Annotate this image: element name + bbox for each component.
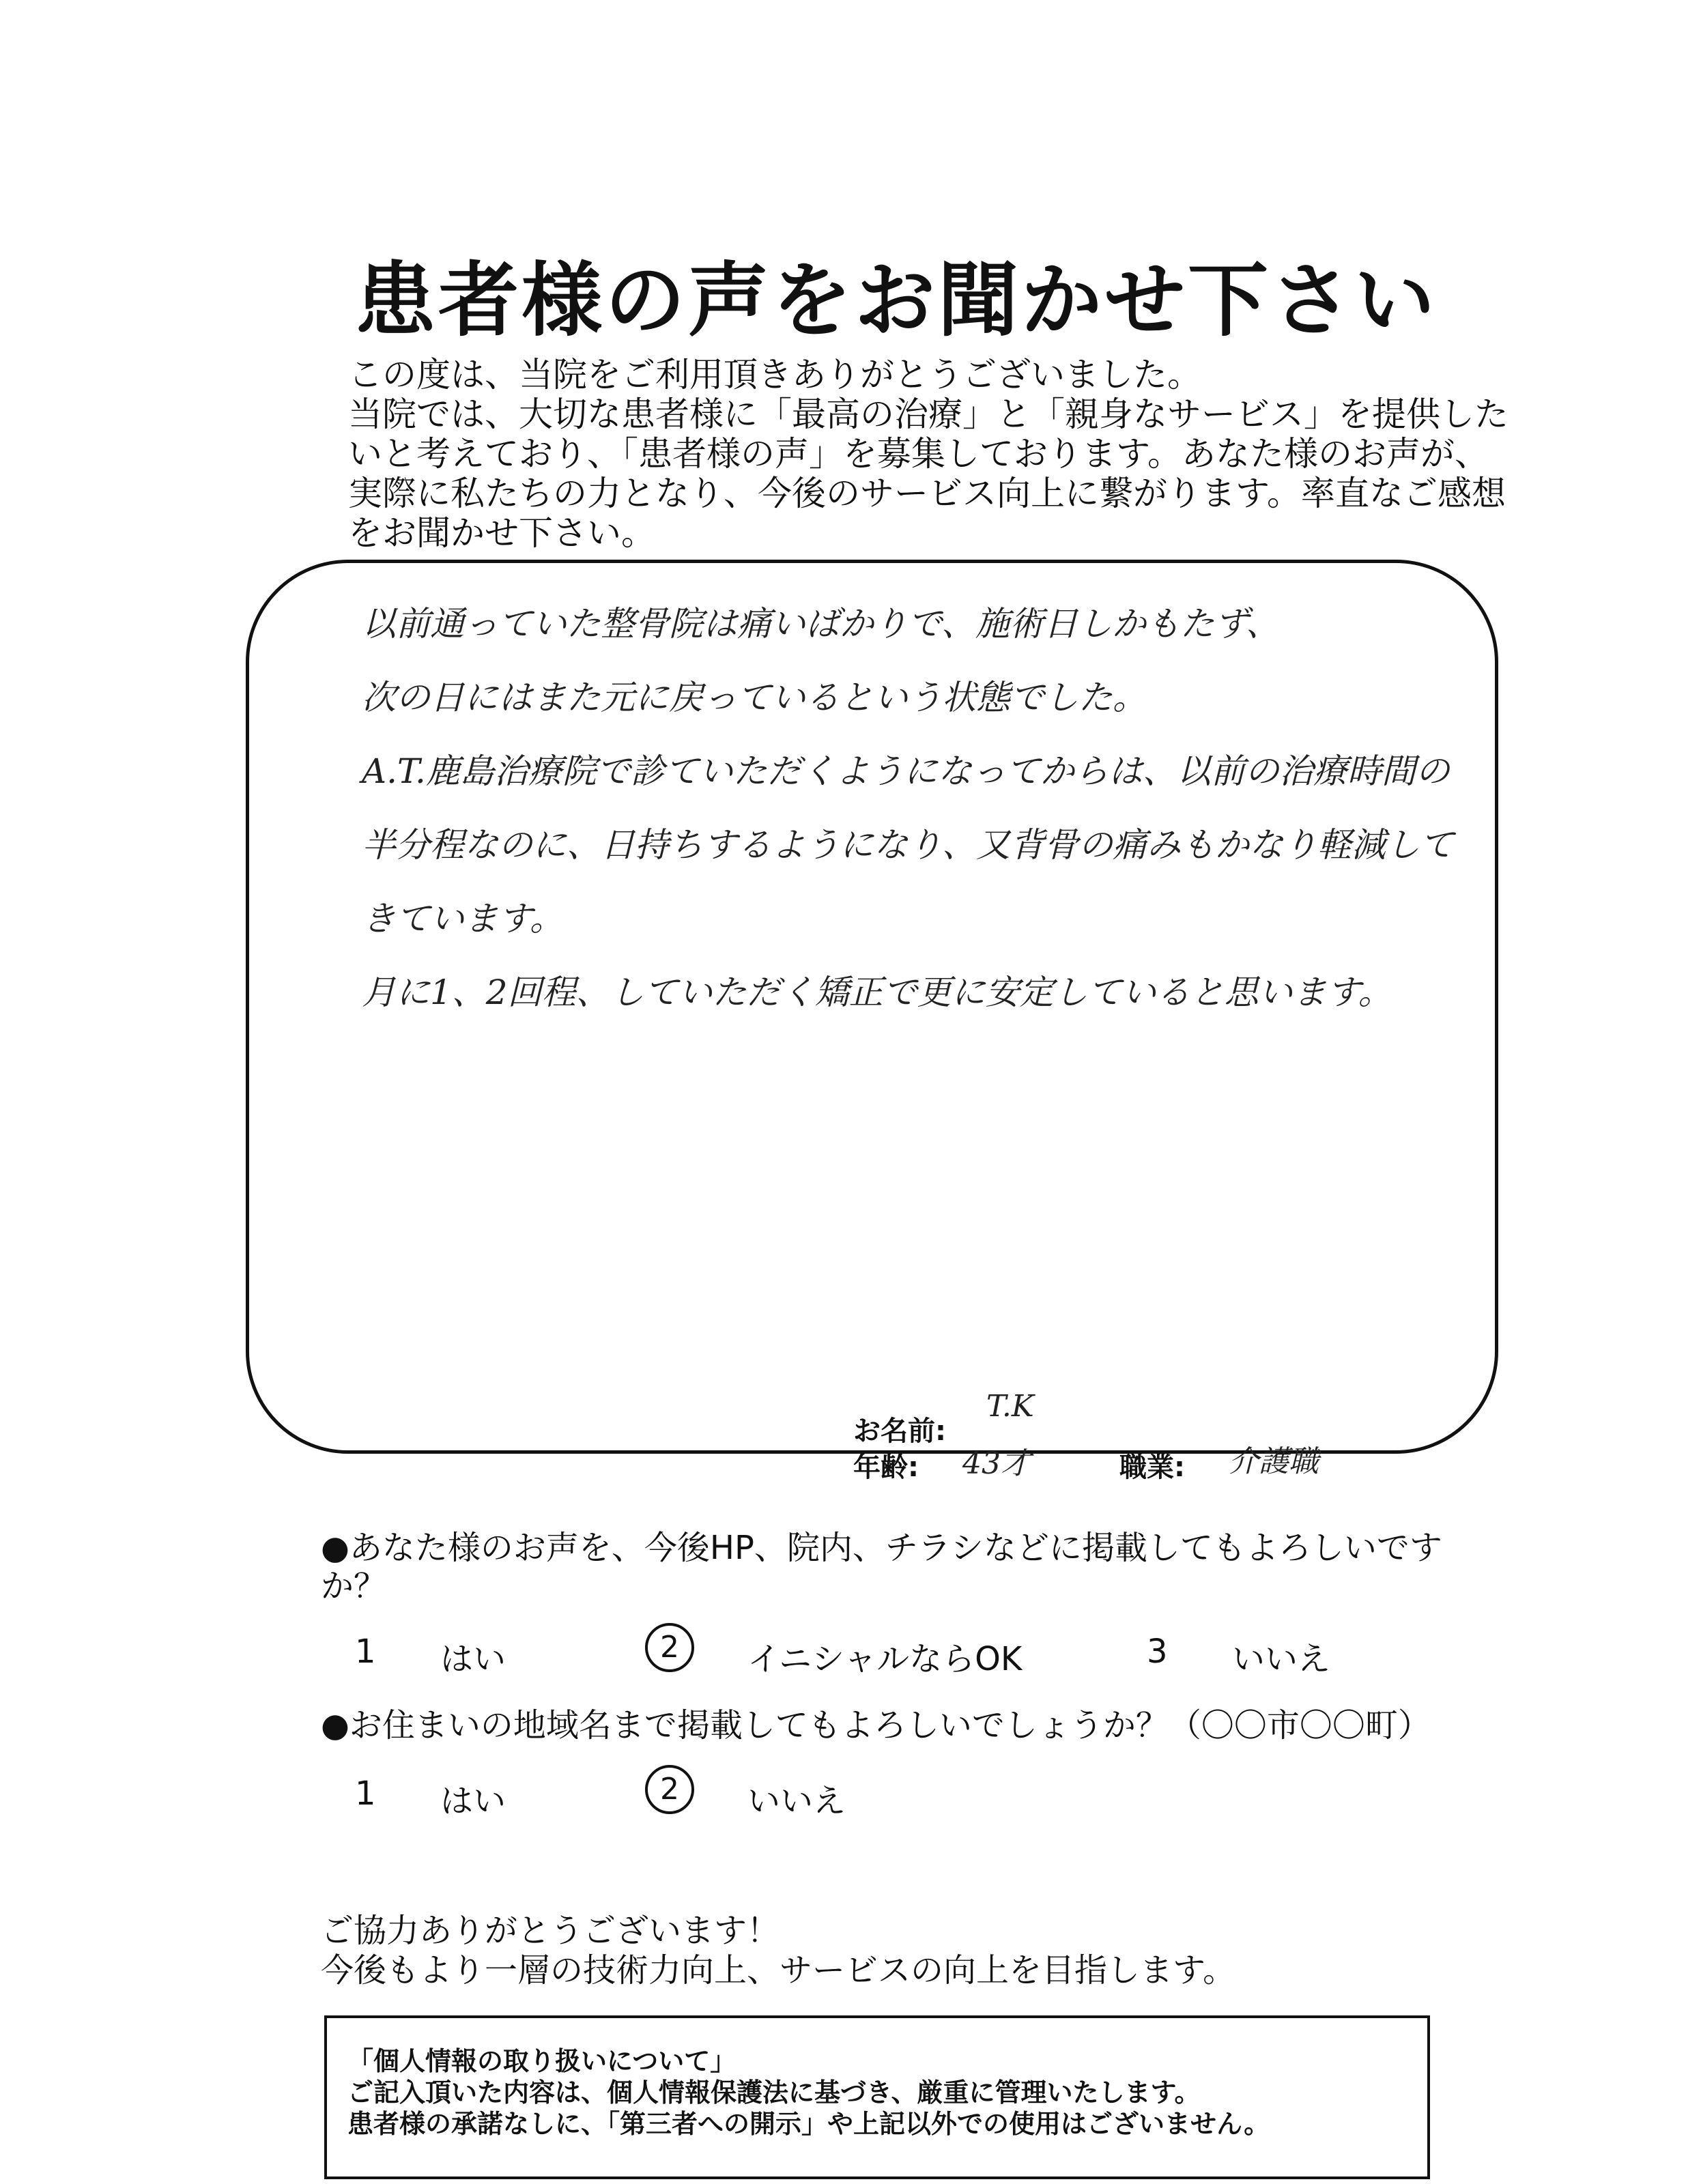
question-line: か？ [321, 1567, 387, 1605]
intro-line: をお聞かせ下さい。 [348, 513, 655, 553]
question-publish [321, 1529, 1442, 1605]
thanks-line: 今後もより一層の技術力向上、サービスの向上を目指します。 [321, 1951, 1236, 1989]
thanks-message [321, 1911, 1235, 1990]
intro-line: いと考えており、「患者様の声」を募集しております。あなた様のお声が、 [348, 434, 1489, 474]
intro-line: この度は、当院をご利用頂きありがとうございました。 [348, 355, 1201, 394]
comment-line: A.T.鹿島治療院で診ていただくようになってからは、以前の治療時間の [362, 751, 1450, 791]
comment-line: 月に1、2回程、していただく矯正で更に安定していると思います。 [362, 973, 1392, 1012]
privacy-line: 患者様の承諾なしに、「第三者への開示」や上記以外での使用はございません。 [347, 2109, 1270, 2139]
intro-line: 実際に私たちの力となり、今後のサービス向上に繋がります。率直なご感想 [348, 474, 1506, 513]
comment-line: きています。 [362, 899, 564, 938]
intro-text [348, 355, 1509, 553]
intro-line: 当院では、大切な患者様に「最高の治療」と「親身なサービス」を提供した [348, 394, 1509, 434]
name-value: T.K [986, 1389, 1034, 1424]
q1-option-3-number: 3 [1147, 1633, 1168, 1671]
q1-option-3-label: いいえ [1232, 1640, 1331, 1678]
thanks-line: ご協力ありがとうございます！ [321, 1912, 780, 1950]
comment-line: 次の日にはまた元に戻っているという状態でした。 [362, 678, 1147, 717]
privacy-notice [324, 2015, 1430, 2179]
question-line: ●あなた様のお声を、今後HP、院内、チラシなどに掲載してもよろしいです [321, 1529, 1442, 1567]
age-value: 43才 [962, 1446, 1031, 1481]
q2-option-2-label: いいえ [747, 1782, 846, 1820]
question-area: ●お住まいの地域名まで掲載してもよろしいでしょうか？（〇〇市〇〇町） [321, 1706, 1431, 1744]
q1-option-2-selected [645, 1623, 694, 1672]
circled-number: 2 [645, 1765, 694, 1814]
occupation-value: 介護職 [1229, 1444, 1319, 1479]
q1-option-1-label: はい [440, 1640, 506, 1678]
q2-option-1-label: はい [440, 1782, 506, 1820]
q1-option-2-label: イニシャルならOK [747, 1640, 1023, 1678]
q2-option-1-number: 1 [355, 1774, 376, 1813]
comment-line: 以前通っていた整骨院は痛いばかりで、施術日しかもたず、 [362, 604, 1280, 644]
name-label: お名前: [853, 1416, 946, 1447]
handwritten-comment [362, 587, 1454, 1029]
q1-option-1-number: 1 [355, 1633, 376, 1671]
privacy-heading: 「個人情報の取り扱いについて」 [347, 2046, 737, 2076]
page-title: 患者様の声をお聞かせ下さい [355, 253, 1438, 347]
q2-option-2-selected [645, 1765, 694, 1814]
comment-line: 半分程なのに、日持ちするようになり、又背骨の痛みもかなり軽減して [362, 825, 1454, 865]
occupation-label: 職業: [1119, 1452, 1185, 1483]
age-label: 年齢: [853, 1452, 919, 1483]
circled-number: 2 [645, 1623, 694, 1672]
privacy-line: ご記入頂いた内容は、個人情報保護法に基づき、厳重に管理いたします。 [347, 2078, 1201, 2108]
